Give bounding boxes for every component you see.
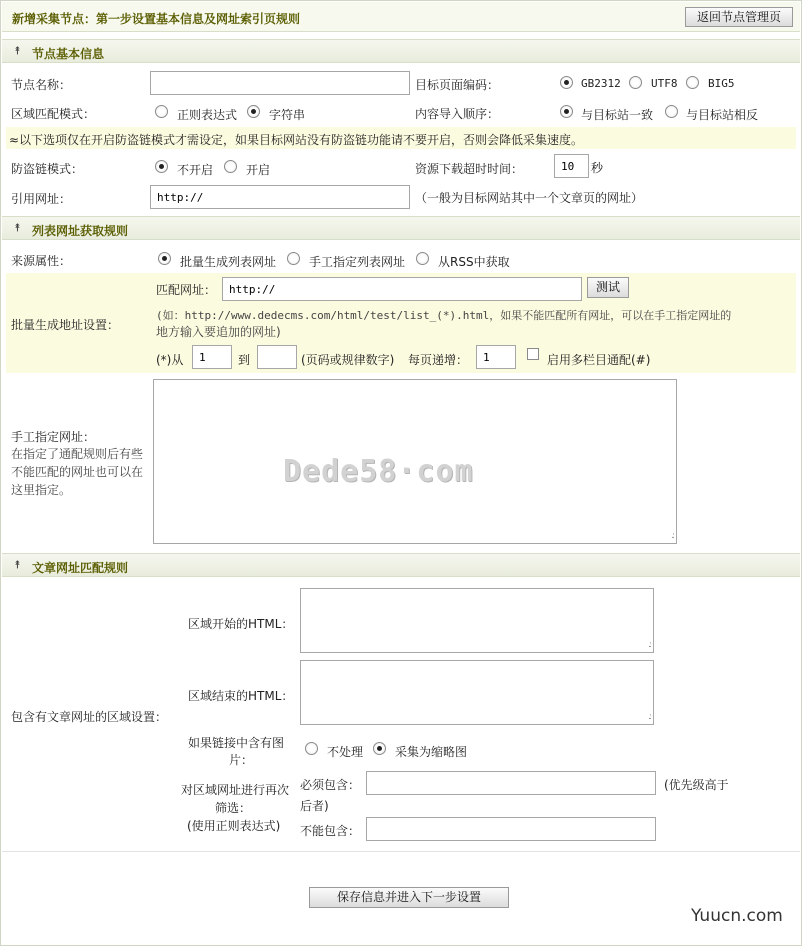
start-html-label: 区域开始的HTML：	[188, 617, 294, 631]
filter-label-2: 筛选：	[215, 801, 252, 815]
priority-hint-1: (优先级高于	[664, 778, 729, 792]
manual-urls-desc-1: 在指定了通配规则后有些	[11, 447, 144, 461]
example-line-1: (如：http://www.dedecms.com/html/test/list_(*).html，如果不能匹配所有网址，可以在手工指定网址的	[156, 309, 732, 322]
top-bar	[2, 2, 800, 32]
multi-column-checkbox[interactable]	[527, 348, 539, 360]
hotlink-off-label: 不开启	[177, 163, 214, 177]
save-and-next-button[interactable]: 保存信息并进入下一步设置	[309, 887, 509, 908]
hotlink-on-radio[interactable]	[224, 160, 237, 173]
hotlink-off-radio[interactable]	[155, 160, 168, 173]
must-contain-label: 必须包含：	[300, 778, 361, 792]
image-ignore-radio[interactable]	[305, 742, 318, 755]
back-to-node-list-button[interactable]: 返回节点管理页	[685, 7, 793, 27]
source-rss-label: 从RSS中获取	[438, 255, 510, 269]
image-thumbnail-label: 采集为缩略图	[395, 745, 468, 759]
import-order-label: 内容导入顺序：	[415, 107, 500, 121]
node-name-input[interactable]	[150, 71, 410, 95]
priority-hint-2: 后者)	[300, 799, 329, 813]
resize-grip-icon[interactable]: .:	[648, 640, 650, 650]
from-input[interactable]	[192, 345, 232, 369]
source-manual-radio[interactable]	[287, 252, 300, 265]
encoding-utf8-label: UTF8	[651, 77, 678, 90]
footer-divider	[2, 851, 800, 852]
cannot-contain-input[interactable]	[366, 817, 656, 841]
source-batch-label: 批量生成列表网址	[180, 255, 277, 269]
double-chevron-up-icon: ⯭	[14, 221, 21, 234]
source-rss-radio[interactable]	[416, 252, 429, 265]
cannot-contain-label: 不能包含：	[300, 824, 361, 838]
match-mode-regex-label: 正则表达式	[177, 108, 238, 122]
import-order-same-radio[interactable]	[560, 105, 573, 118]
image-ignore-label: 不处理	[327, 745, 364, 759]
section-list-rules[interactable]	[2, 216, 800, 240]
timeout-label: 资源下载超时时间：	[415, 162, 524, 176]
image-link-label-1: 如果链接中含有图	[188, 736, 285, 750]
watermark-corner: Yuucn.com	[691, 906, 783, 926]
section-basic-info[interactable]	[2, 39, 800, 63]
match-mode-string-radio[interactable]	[247, 105, 260, 118]
multi-column-label: 启用多栏目通配(#)	[547, 353, 651, 367]
page-title: 新增采集节点：第一步设置基本信息及网址索引页规则	[12, 12, 301, 26]
example-line-2: 地方输入要追加的网址)	[156, 325, 281, 339]
filter-label-1: 对区域网址进行再次	[181, 783, 290, 797]
to-label: 到	[238, 353, 251, 367]
timeout-input[interactable]	[554, 154, 589, 178]
step-input[interactable]	[476, 345, 516, 369]
hotlink-notice	[6, 127, 796, 149]
step-label: 每页递增：	[408, 353, 469, 367]
timeout-unit: 秒	[591, 161, 604, 175]
referer-hint: （一般为目标网站其中一个文章页的网址）	[415, 191, 644, 205]
manual-urls-title: 手工指定网址：	[11, 430, 96, 444]
match-mode-label: 区域匹配模式：	[11, 107, 96, 121]
watermark-center: Dede58·com	[283, 454, 474, 489]
encoding-utf8-radio[interactable]	[629, 76, 642, 89]
section-title: 文章网址匹配规则	[32, 561, 129, 575]
manual-urls-desc-3: 这里指定。	[11, 483, 72, 497]
to-input[interactable]	[257, 345, 297, 369]
filter-label-3: (使用正则表达式)	[187, 819, 281, 833]
match-url-input[interactable]	[222, 277, 582, 301]
section-title: 列表网址获取规则	[32, 224, 129, 238]
referer-input[interactable]	[150, 185, 410, 209]
end-html-label: 区域结束的HTML：	[188, 689, 294, 703]
end-html-textarea[interactable]	[300, 660, 654, 725]
encoding-gb2312-radio[interactable]	[560, 76, 573, 89]
import-order-same-label: 与目标站一致	[581, 108, 654, 122]
node-name-label: 节点名称：	[11, 78, 72, 92]
image-thumbnail-radio[interactable]	[373, 742, 386, 755]
section-article-rules[interactable]	[2, 553, 800, 577]
source-manual-label: 手工指定列表网址	[309, 255, 406, 269]
hotlink-label: 防盗链模式：	[11, 162, 84, 176]
encoding-big5-radio[interactable]	[686, 76, 699, 89]
double-chevron-up-icon: ⯭	[14, 44, 21, 57]
resize-grip-icon[interactable]: .:	[671, 531, 673, 541]
encoding-big5-label: BIG5	[708, 77, 735, 90]
hotlink-on-label: 开启	[246, 163, 271, 177]
source-batch-radio[interactable]	[158, 252, 171, 265]
encoding-gb2312-label: GB2312	[581, 77, 621, 90]
referer-label: 引用网址：	[11, 192, 72, 206]
page-number-hint: (页码或规律数字)	[301, 353, 395, 367]
match-url-label: 匹配网址：	[156, 283, 217, 297]
section-title: 节点基本信息	[32, 47, 105, 61]
test-button[interactable]: 测试	[587, 277, 629, 298]
match-mode-string-label: 字符串	[269, 108, 306, 122]
batch-settings-label: 批量生成地址设置：	[11, 318, 120, 332]
source-label: 来源属性：	[11, 254, 72, 268]
image-link-label-2: 片：	[229, 753, 254, 767]
start-html-textarea[interactable]	[300, 588, 654, 653]
import-order-reverse-label: 与目标站相反	[686, 108, 759, 122]
encoding-label: 目标页面编码：	[415, 78, 500, 92]
region-settings-label: 包含有文章网址的区域设置：	[11, 710, 168, 724]
import-order-reverse-radio[interactable]	[665, 105, 678, 118]
must-contain-input[interactable]	[366, 771, 656, 795]
from-label: (*)从	[156, 353, 184, 367]
manual-urls-desc-2: 不能匹配的网址也可以在	[11, 465, 144, 479]
double-chevron-up-icon: ⯭	[14, 558, 21, 571]
resize-grip-icon[interactable]: .:	[648, 712, 650, 722]
match-mode-regex-radio[interactable]	[155, 105, 168, 118]
hotlink-notice-text: ≈以下选项仅在开启防盗链模式才需设定，如果目标网站没有防盗链功能请不要开启，否则会降低采集速度。	[9, 133, 584, 147]
